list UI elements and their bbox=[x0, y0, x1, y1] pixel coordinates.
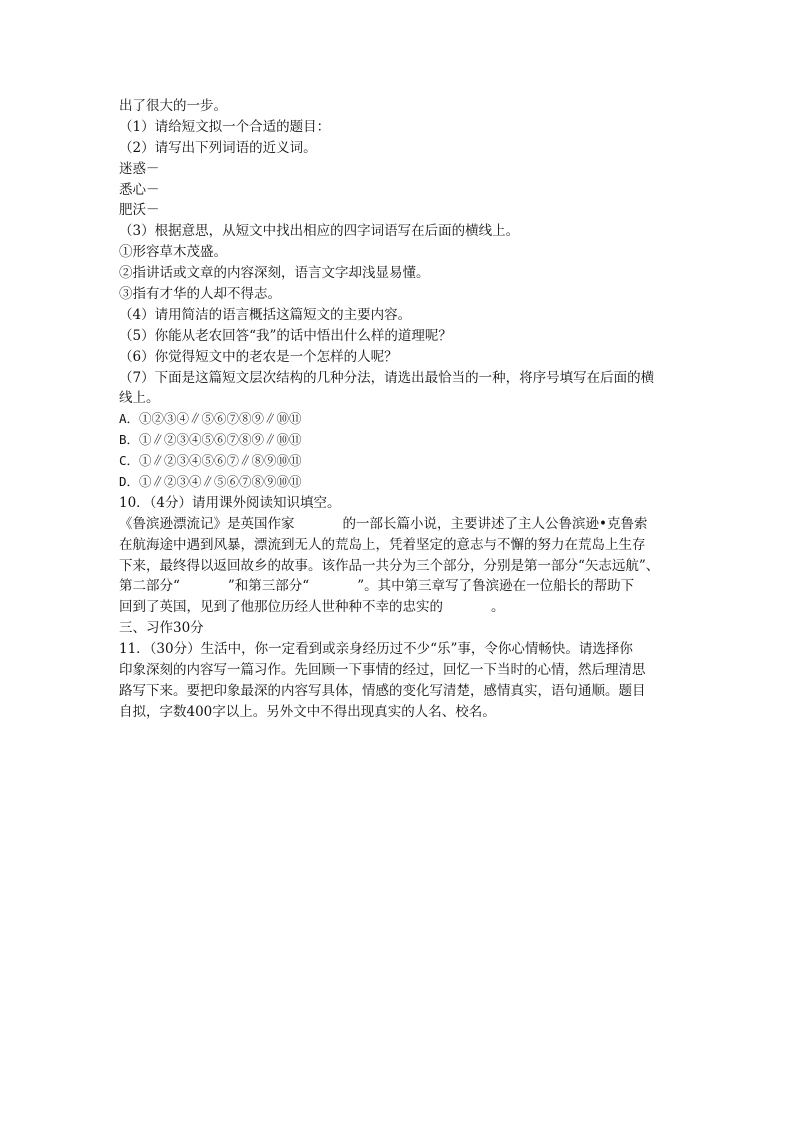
question-3: （3）根据意思，从短文中找出相应的四字词语写在后面的横线上。 bbox=[119, 223, 520, 240]
question-6: （6）你觉得短文中的老农是一个怎样的人呢？ bbox=[119, 348, 398, 365]
text-segment: 的一部长篇小说，主要讲述了主人公鲁滨逊•克鲁索 bbox=[342, 515, 648, 532]
text-line: 路写下来。要把印象最深的内容写具体，情感的变化写清楚，感情真实，语句通顺。题目 bbox=[119, 682, 646, 699]
synonym-item: 悉心－ bbox=[119, 181, 160, 198]
text-line: 印象深刻的内容写一篇习作。先回顾一下事情的经过，回忆一下当时的心情，然后理清思 bbox=[119, 662, 646, 679]
question-4: （4）请用简洁的语言概括这篇短文的主要内容。 bbox=[119, 306, 412, 323]
synonym-item: 肥沃－ bbox=[119, 202, 160, 219]
text-line: 自拟，字数400字以上。另外文中不得出现真实的人名、校名。 bbox=[119, 703, 496, 720]
idiom-item: ②指讲话或文章的内容深刻，语言文字却浅显易懂。 bbox=[119, 265, 430, 282]
text-line: 在航海途中遇到风暴，漂流到无人的荒岛上，凭着坚定的意志与不懈的努力在荒岛上生存 bbox=[119, 536, 646, 553]
fill-blank-line bbox=[119, 576, 679, 597]
question-11: 11．（30分）生活中，你一定看到或亲身经历过不少“乐”事，令你心情畅快。请选择你 bbox=[119, 641, 633, 658]
text-segment: ”和第三部分“ bbox=[227, 578, 310, 595]
question-10: 10．（4分）请用课外阅读知识填空。 bbox=[119, 494, 341, 511]
text-segment: 。 bbox=[491, 599, 505, 616]
text-segment: 第二部分“ bbox=[119, 578, 180, 595]
section-heading: 三、习作30分 bbox=[119, 620, 204, 637]
text-segment: ”。其中第三章写了鲁滨逊在一位船长的帮助下 bbox=[357, 578, 635, 595]
question-2: （2）请写出下列词语的近义词。 bbox=[119, 139, 317, 156]
option-a: A．①②③④∥⑤⑥⑦⑧⑨∥⑩⑪ bbox=[119, 411, 302, 427]
option-c: C．①∥②③④⑤⑥⑦∥⑧⑨⑩⑪ bbox=[119, 453, 302, 469]
fill-blank-line bbox=[119, 597, 679, 618]
question-5: （5）你能从老农回答“我”的话中悟出什么样的道理呢？ bbox=[119, 327, 452, 344]
synonym-item: 迷惑－ bbox=[119, 160, 160, 177]
text-line: 下来，最终得以返回故乡的故事。该作品一共分为三个部分，分别是第一部分“矢志远航”、 bbox=[119, 557, 660, 574]
option-d: D．①∥②③④∥⑤⑥⑦⑧⑨⑩⑪ bbox=[119, 474, 302, 490]
question-7-cont: 线上。 bbox=[119, 390, 160, 407]
idiom-item: ③指有才华的人却不得志。 bbox=[119, 286, 281, 303]
text-segment: 回到了英国，见到了他那位历经人世种种不幸的忠实的 bbox=[119, 599, 443, 616]
question-7: （7）下面是这篇短文层次结构的几种分法，请选出最恰当的一种，将序号填写在后面的横 bbox=[119, 369, 655, 386]
option-b: B．①∥②③④⑤⑥⑦⑧⑨∥⑩⑪ bbox=[119, 432, 302, 448]
text-line: 出了很大的一步。 bbox=[119, 98, 227, 114]
fill-blank-line bbox=[119, 514, 679, 535]
question-1: （1）请给短文拟一个合适的题目： bbox=[119, 118, 331, 135]
document-body bbox=[119, 96, 679, 723]
text-segment: 《鲁滨逊漂流记》是英国作家 bbox=[119, 515, 295, 532]
idiom-item: ①形容草木茂盛。 bbox=[119, 244, 227, 261]
